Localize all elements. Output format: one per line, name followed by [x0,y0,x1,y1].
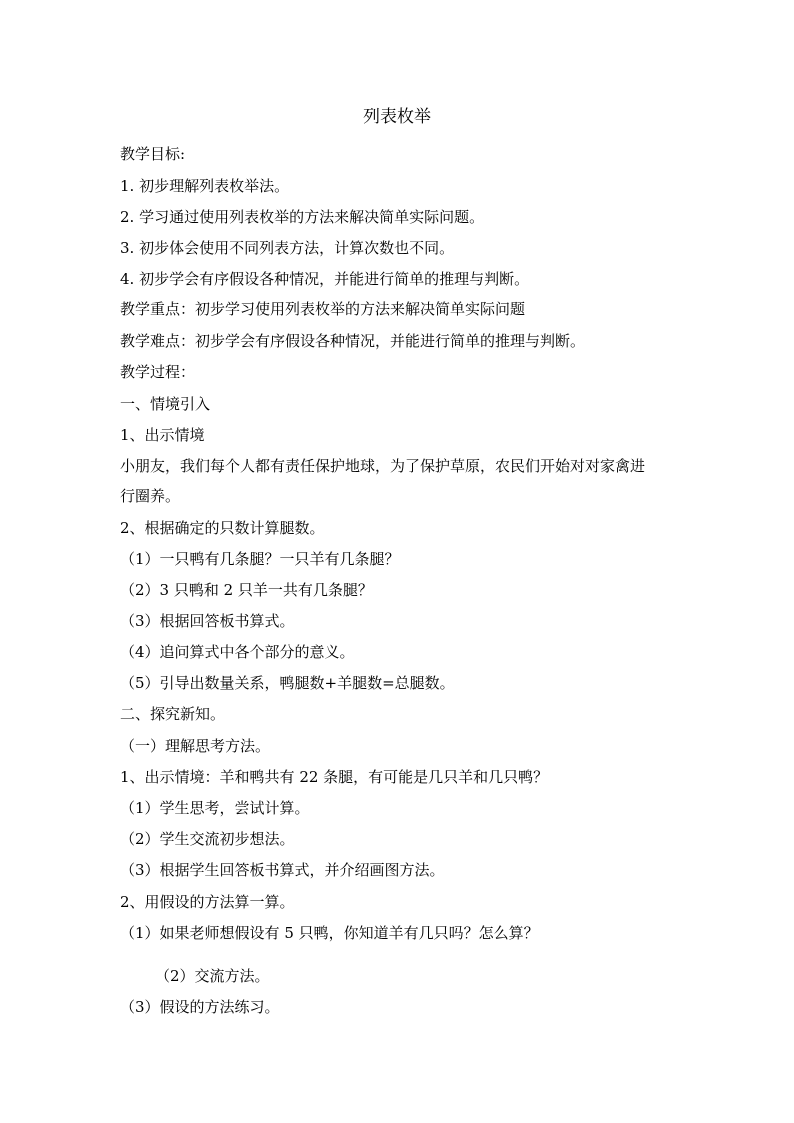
paragraph-line: 小朋友，我们每个人都有责任保护地球，为了保护草原，农民们开始对对家禽进 [120,457,646,475]
teaching-difficulty: 教学难点：初步学会有序假设各种情况，并能进行简单的推理与判断。 [120,332,586,350]
list-item: （2）交流方法。 [155,967,270,985]
list-item: （3）假设的方法练习。 [120,998,280,1016]
step-2-heading: 2、根据确定的只数计算腿数。 [120,519,325,537]
teaching-objectives-heading: 教学目标: [120,145,186,163]
section-heading-2: 二、探究新知。 [120,705,226,723]
list-item: （1）如果老师想假设有 5 只鸭，你知道羊有几只吗？怎么算？ [120,924,539,942]
objective-item-4: 4. 初步学会有序假设各种情况，并能进行简单的推理与判断。 [120,270,530,288]
objective-item-1: 1. 初步理解列表枚举法。 [120,177,290,195]
step-1-heading: 1、出示情境 [120,426,205,444]
subsection-heading: （一）理解思考方法。 [120,737,271,755]
list-item: （3）根据回答板书算式。 [120,612,295,630]
step-2-heading: 2、用假设的方法算一算。 [120,893,295,911]
teaching-process-heading: 教学过程： [120,363,196,381]
list-item: （1）一只鸭有几条腿？一只羊有几条腿？ [120,550,400,568]
objective-item-2: 2. 学习通过使用列表枚举的方法来解决简单实际问题。 [120,208,485,226]
section-heading-1: 一、情境引入 [120,395,211,413]
list-item: （5）引导出数量关系，鸭腿数+羊腿数=总腿数。 [120,674,455,692]
page-title: 列表枚举 [363,107,431,127]
teaching-key-point: 教学重点：初步学习使用列表枚举的方法来解决简单实际问题 [120,300,526,318]
list-item: （4）追问算式中各个部分的意义。 [120,643,355,661]
step-1-heading: 1、出示情境：羊和鸭共有 22 条腿，有可能是几只羊和几只鸭？ [120,768,549,786]
list-item: （1）学生思考，尝试计算。 [120,799,310,817]
list-item: （2）学生交流初步想法。 [120,830,295,848]
list-item: （3）根据学生回答板书算式，并介绍画图方法。 [120,861,445,879]
paragraph-line: 行圈养。 [120,487,181,505]
objective-item-3: 3. 初步体会使用不同列表方法，计算次数也不同。 [120,239,455,257]
list-item: （2）3 只鸭和 2 只羊一共有几条腿？ [120,581,373,599]
